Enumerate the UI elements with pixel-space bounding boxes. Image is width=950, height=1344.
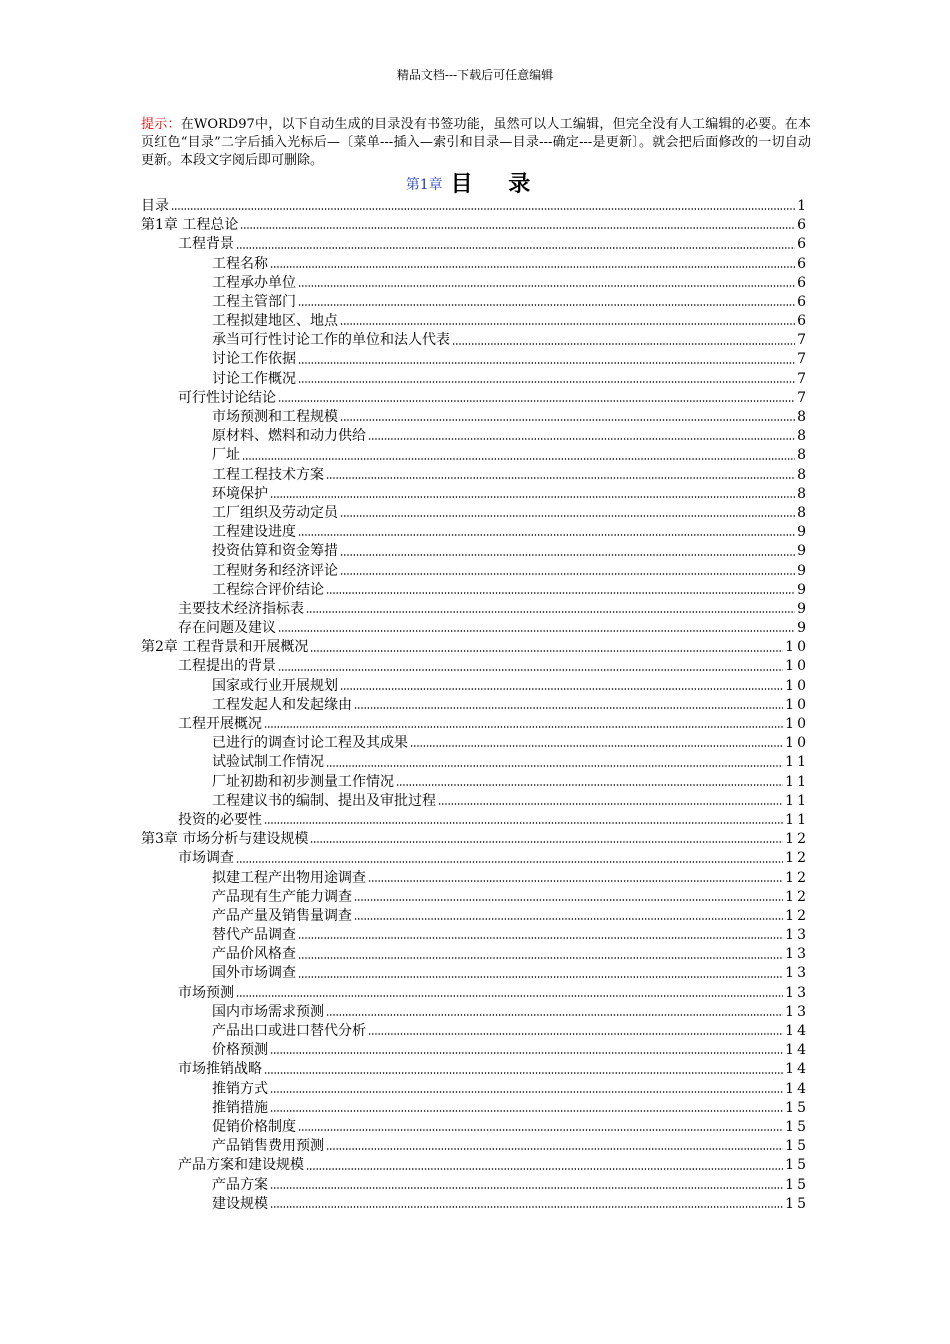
toc-entry-text: 国家或行业开展规划 (212, 677, 338, 694)
toc-page-number: 6 (797, 293, 809, 310)
toc-dot-leader (270, 1205, 783, 1209)
toc-entry-text: 厂址 (212, 447, 240, 464)
toc-dot-leader (326, 1013, 783, 1017)
toc-dot-leader (298, 533, 795, 537)
toc-entry[interactable] (141, 1041, 809, 1060)
toc-entry[interactable] (141, 562, 809, 581)
toc-entry-text: 承当可行性讨论工作的单位和法人代表 (212, 332, 450, 349)
toc-entry-text: 产品方案 (212, 1176, 268, 1193)
toc-dot-leader (298, 956, 783, 960)
toc-dot-leader (270, 1186, 783, 1190)
toc-entry-text: 建设规模 (212, 1195, 268, 1212)
toc-entry-text: 试验试制工作情况 (212, 754, 324, 771)
toc-dot-leader (298, 284, 795, 288)
toc-entry-text: 工程拟建地区、地点 (212, 313, 338, 330)
toc-dot-leader (298, 380, 795, 384)
toc-heading-title: 目 录 (450, 172, 545, 197)
toc-dot-leader (240, 226, 795, 230)
toc-page-number: 11 (785, 792, 809, 809)
toc-entry[interactable] (141, 811, 809, 830)
toc-dot-leader (340, 418, 795, 422)
toc-page-number: 1 (797, 197, 809, 214)
toc-entry[interactable] (141, 658, 809, 677)
toc-entry-text: 第3章 市场分析与建设规模 (141, 831, 309, 848)
toc-entry-text: 工程综合评价结论 (212, 581, 324, 598)
toc-page-number: 12 (785, 869, 809, 886)
toc-entry[interactable] (141, 734, 809, 753)
toc-dot-leader (171, 207, 795, 211)
toc-entry[interactable] (141, 235, 809, 254)
toc-entry[interactable] (141, 1060, 809, 1079)
toc-dot-leader (368, 1032, 783, 1036)
toc-page-number: 13 (785, 946, 809, 963)
toc-entry[interactable] (141, 869, 809, 888)
toc-entry[interactable] (141, 1137, 809, 1156)
toc-dot-leader (298, 936, 783, 940)
toc-entry-text: 替代产品调查 (212, 927, 296, 944)
toc-entry[interactable] (141, 696, 809, 715)
toc-entry[interactable] (141, 926, 809, 945)
toc-entry[interactable] (141, 351, 809, 370)
toc-entry-text: 主要技术经济指标表 (178, 600, 304, 617)
toc-dot-leader (340, 553, 795, 557)
toc-dot-leader (236, 860, 783, 864)
toc-entry-text: 工程主管部门 (212, 293, 296, 310)
toc-page-number: 7 (797, 351, 809, 368)
toc-entry[interactable] (141, 984, 809, 1003)
toc-entry[interactable] (141, 542, 809, 561)
toc-entry-text: 拟建工程产出物用途调查 (212, 869, 366, 886)
toc-dot-leader (368, 879, 783, 883)
toc-entry-text: 国外市场调查 (212, 965, 296, 982)
toc-entry[interactable] (141, 408, 809, 427)
toc-entry-text: 市场调查 (178, 850, 234, 867)
toc-entry[interactable] (141, 1099, 809, 1118)
toc-entry-text: 产品价风格查 (212, 946, 296, 963)
toc-page-number: 9 (797, 543, 809, 560)
toc-entry-text: 环境保护 (212, 485, 268, 502)
toc-dot-leader (264, 1071, 783, 1075)
toc-dot-leader (306, 610, 795, 614)
toc-entry[interactable] (141, 792, 809, 811)
toc-dot-leader (236, 246, 795, 250)
toc-page-number: 11 (785, 773, 809, 790)
toc-entry-text: 价格预测 (212, 1042, 268, 1059)
toc-entry[interactable] (141, 312, 809, 331)
toc-page-number: 13 (785, 965, 809, 982)
toc-dot-leader (310, 649, 783, 653)
toc-entry-text: 市场预测和工程规模 (212, 409, 338, 426)
toc-dot-leader (354, 706, 783, 710)
toc-page-number: 6 (797, 274, 809, 291)
toc-entry[interactable] (141, 638, 809, 657)
toc-page-number: 13 (785, 927, 809, 944)
toc-page-number: 12 (785, 888, 809, 905)
toc-dot-leader (306, 1167, 783, 1171)
toc-entry[interactable] (141, 446, 809, 465)
toc-entry-text: 产品现有生产能力调查 (212, 888, 352, 905)
toc-dot-leader (340, 687, 783, 691)
toc-dot-leader (326, 1147, 783, 1151)
toc-page-number: 10 (785, 658, 809, 675)
toc-dot-leader (354, 917, 783, 921)
toc-entry[interactable] (141, 830, 809, 849)
toc-entry-text: 工程建议书的编制、提出及审批过程 (212, 792, 436, 809)
toc-dot-leader (340, 572, 795, 576)
toc-dot-leader (298, 361, 795, 365)
toc-page-number: 14 (785, 1042, 809, 1059)
toc-entry[interactable] (141, 1080, 809, 1099)
toc-dot-leader (298, 303, 795, 307)
toc-page-number: 9 (797, 524, 809, 541)
toc-page-number: 14 (785, 1080, 809, 1097)
toc-entry[interactable] (141, 485, 809, 504)
toc-entry[interactable] (141, 753, 809, 772)
toc-entry-text: 工程财务和经济评论 (212, 562, 338, 579)
toc-page-number: 13 (785, 984, 809, 1001)
toc-page-number: 11 (785, 811, 809, 828)
toc-entry-text: 推销方式 (212, 1080, 268, 1097)
toc-entry-text: 投资的必要性 (178, 811, 262, 828)
notice-hint-label: 提示： (141, 117, 181, 132)
toc-entry[interactable] (141, 504, 809, 523)
toc-entry[interactable] (141, 1022, 809, 1041)
toc-page-number: 13 (785, 1003, 809, 1020)
toc-page-number: 14 (785, 1061, 809, 1078)
toc-entry-text: 讨论工作依据 (212, 351, 296, 368)
toc-page-number: 11 (785, 754, 809, 771)
toc-page-number: 9 (797, 620, 809, 637)
toc-entry[interactable] (141, 715, 809, 734)
toc-dot-leader (452, 342, 795, 346)
toc-dot-leader (326, 591, 795, 595)
toc-entry[interactable] (141, 293, 809, 312)
toc-entry[interactable] (141, 466, 809, 485)
toc-entry-text: 原材料、燃料和动力供给 (212, 428, 366, 445)
toc-entry-text: 第1章 工程总论 (141, 217, 239, 234)
toc-entry[interactable] (141, 216, 809, 235)
table-of-contents (141, 197, 809, 1214)
toc-entry-text: 投资估算和资金筹措 (212, 543, 338, 560)
toc-page-number: 9 (797, 562, 809, 579)
toc-dot-leader (326, 764, 783, 768)
toc-entry-text: 产品出口或进口替代分析 (212, 1023, 366, 1040)
toc-page-number: 9 (797, 581, 809, 598)
toc-entry[interactable] (141, 945, 809, 964)
toc-entry-text: 促销价格制度 (212, 1118, 296, 1135)
toc-page-number: 6 (797, 236, 809, 253)
toc-page-number: 15 (785, 1195, 809, 1212)
toc-dot-leader (298, 1128, 783, 1132)
toc-dot-leader (270, 265, 795, 269)
toc-page-number: 15 (785, 1118, 809, 1135)
toc-page-number: 8 (797, 428, 809, 445)
toc-dot-leader (340, 514, 795, 518)
toc-entry[interactable] (141, 1176, 809, 1195)
toc-page-number: 8 (797, 485, 809, 502)
toc-page-number: 10 (785, 735, 809, 752)
toc-entry[interactable] (141, 849, 809, 868)
toc-page-number: 7 (797, 389, 809, 406)
toc-entry-text: 市场推销战略 (178, 1061, 262, 1078)
toc-page-number: 10 (785, 639, 809, 656)
toc-entry-text: 厂址初勘和初步测量工作情况 (212, 773, 394, 790)
toc-page-number: 15 (785, 1138, 809, 1155)
toc-dot-leader (264, 725, 783, 729)
toc-entry[interactable] (141, 600, 809, 619)
toc-page-number: 10 (785, 716, 809, 733)
toc-entry[interactable] (141, 370, 809, 389)
toc-entry-text: 已进行的调查讨论工程及其成果 (212, 735, 408, 752)
toc-entry[interactable] (141, 1003, 809, 1022)
toc-dot-leader (298, 975, 783, 979)
toc-entry-text: 工程发起人和发起缘由 (212, 696, 352, 713)
toc-page-number: 15 (785, 1099, 809, 1116)
toc-page-number: 8 (797, 447, 809, 464)
toc-entry[interactable] (141, 255, 809, 274)
toc-entry-text: 产品方案和建设规模 (178, 1157, 304, 1174)
toc-dot-leader (278, 668, 783, 672)
toc-entry-text: 工程工程技术方案 (212, 466, 324, 483)
toc-page-number: 7 (797, 332, 809, 349)
toc-entry-text: 工程开展概况 (178, 716, 262, 733)
toc-entry[interactable] (141, 581, 809, 600)
toc-dot-leader (264, 821, 783, 825)
toc-page-number: 6 (797, 217, 809, 234)
toc-entry-text: 产品产量及销售量调查 (212, 907, 352, 924)
toc-heading-chapter: 第1章 (405, 177, 443, 193)
toc-entry-text: 国内市场需求预测 (212, 1003, 324, 1020)
toc-dot-leader (438, 802, 783, 806)
toc-page-number: 12 (785, 907, 809, 924)
toc-dot-leader (270, 1090, 783, 1094)
toc-entry-text: 可行性讨论结论 (178, 389, 276, 406)
toc-entry-text: 工程提出的背景 (178, 658, 276, 675)
toc-entry-text: 目录 (141, 197, 169, 214)
toc-dot-leader (270, 1109, 783, 1113)
toc-page-number: 12 (785, 850, 809, 867)
toc-entry[interactable] (141, 677, 809, 696)
toc-entry[interactable] (141, 619, 809, 638)
toc-page-number: 6 (797, 313, 809, 330)
toc-entry[interactable] (141, 1156, 809, 1175)
toc-dot-leader (354, 898, 783, 902)
toc-dot-leader (396, 783, 783, 787)
toc-dot-leader (410, 744, 783, 748)
toc-entry-text: 第2章 工程背景和开展概况 (141, 639, 309, 656)
notice-text: 在WORD97中，以下自动生成的目录没有书签功能，虽然可以人工编辑，但完全没有人工编辑的必要。在本页红色“目录”二字后插入光标后—〔菜单---插入—索引和目录—目录---确定---是更新〕。就会把后面修改的一切自动更新。本段文字阅后即可删除。 (141, 117, 811, 168)
toc-entry[interactable] (141, 1195, 809, 1214)
toc-entry[interactable] (141, 274, 809, 293)
toc-entry-text: 讨论工作概况 (212, 370, 296, 387)
toc-dot-leader (340, 322, 795, 326)
toc-entry[interactable] (141, 1118, 809, 1137)
toc-entry-text: 市场预测 (178, 984, 234, 1001)
toc-entry-text: 工程名称 (212, 255, 268, 272)
toc-page-number: 9 (797, 600, 809, 617)
toc-entry[interactable] (141, 389, 809, 408)
toc-entry-text: 推销措施 (212, 1099, 268, 1116)
toc-dot-leader (368, 437, 795, 441)
toc-dot-leader (270, 1051, 783, 1055)
toc-page-number: 10 (785, 677, 809, 694)
toc-entry[interactable] (141, 197, 809, 216)
toc-page-number: 8 (797, 409, 809, 426)
toc-entry[interactable] (141, 907, 809, 926)
toc-dot-leader (278, 629, 795, 633)
toc-page-number: 15 (785, 1157, 809, 1174)
toc-entry[interactable] (141, 965, 809, 984)
toc-dot-leader (270, 495, 795, 499)
toc-entry[interactable] (141, 523, 809, 542)
page-header: 精品文档---下载后可任意编辑 (396, 68, 554, 82)
toc-entry[interactable] (141, 331, 809, 350)
toc-entry-text: 工程建设进度 (212, 524, 296, 541)
toc-entry-text: 产品销售费用预测 (212, 1138, 324, 1155)
toc-entry[interactable] (141, 773, 809, 792)
toc-page-number: 12 (785, 831, 809, 848)
toc-entry-text: 存在问题及建议 (178, 620, 276, 637)
toc-entry-text: 工程承办单位 (212, 274, 296, 291)
toc-dot-leader (278, 399, 795, 403)
toc-entry[interactable] (141, 888, 809, 907)
toc-dot-leader (242, 457, 795, 461)
toc-dot-leader (310, 840, 783, 844)
toc-dot-leader (236, 994, 783, 998)
toc-page-number: 15 (785, 1176, 809, 1193)
notice-paragraph (141, 116, 811, 170)
toc-page-number: 8 (797, 504, 809, 521)
toc-entry[interactable] (141, 427, 809, 446)
toc-page-number: 14 (785, 1023, 809, 1040)
toc-page-number: 6 (797, 255, 809, 272)
toc-page-number: 7 (797, 370, 809, 387)
toc-entry-text: 工厂组织及劳动定员 (212, 504, 338, 521)
toc-page-number: 10 (785, 696, 809, 713)
toc-page-number: 8 (797, 466, 809, 483)
toc-dot-leader (326, 476, 795, 480)
toc-entry-text: 工程背景 (178, 236, 234, 253)
